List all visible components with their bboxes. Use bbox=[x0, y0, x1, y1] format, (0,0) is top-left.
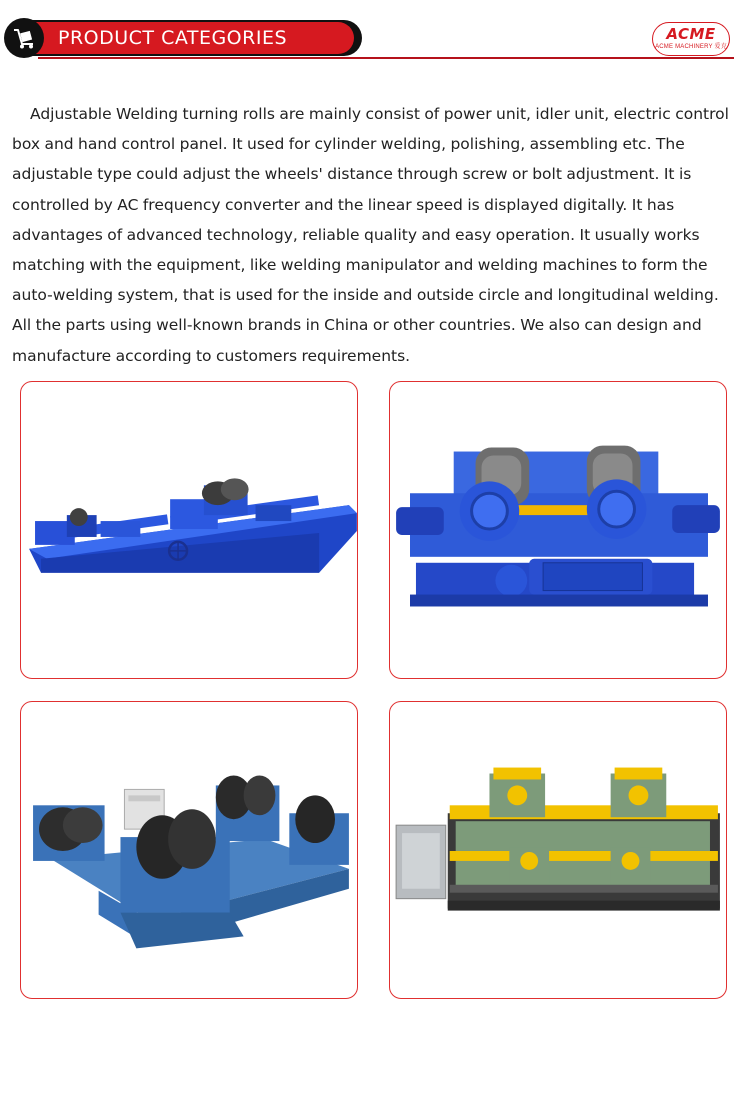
blue-rail-adjustable-turning-roll-image bbox=[21, 382, 357, 678]
logo-wordmark: ACME bbox=[666, 25, 716, 43]
product-card[interactable] bbox=[389, 701, 727, 999]
product-description: Adjustable Welding turning rolls are mainly consist of power unit, idler unit, electric control box and hand control panel. It used for cylinder welding, polishing, assembling etc. The adjustable type could adjust the wheels' distance through screw or bolt adjustment. It is controlled by AC frequency converter and the linear speed is displayed digitally. It has advantages of advanced technology, reliable quality and easy operation. It usually works matching with the equipment, like welding manipulator and welding machines to form the auto-welding system, that is used for the inside and outside circle and longitudinal welding. All the parts using well-known brands in China or other countries. We also can design and manufacture according to customers requirements. bbox=[12, 105, 729, 365]
blue-motor-turning-roll-image bbox=[390, 382, 726, 678]
logo-subtext: ACME MACHINERY 爱克 bbox=[655, 44, 727, 50]
hand-truck-icon bbox=[4, 18, 44, 58]
page-title: PRODUCT CATEGORIES bbox=[58, 27, 288, 49]
section-header bbox=[0, 0, 750, 70]
product-card[interactable] bbox=[20, 381, 358, 679]
green-yellow-turning-roll-frame-image bbox=[390, 702, 726, 998]
header-divider bbox=[38, 57, 734, 59]
product-card[interactable] bbox=[20, 701, 358, 999]
heavy-self-aligning-turning-roll-image bbox=[21, 702, 357, 998]
company-logo bbox=[652, 22, 730, 56]
product-card[interactable] bbox=[389, 381, 727, 679]
